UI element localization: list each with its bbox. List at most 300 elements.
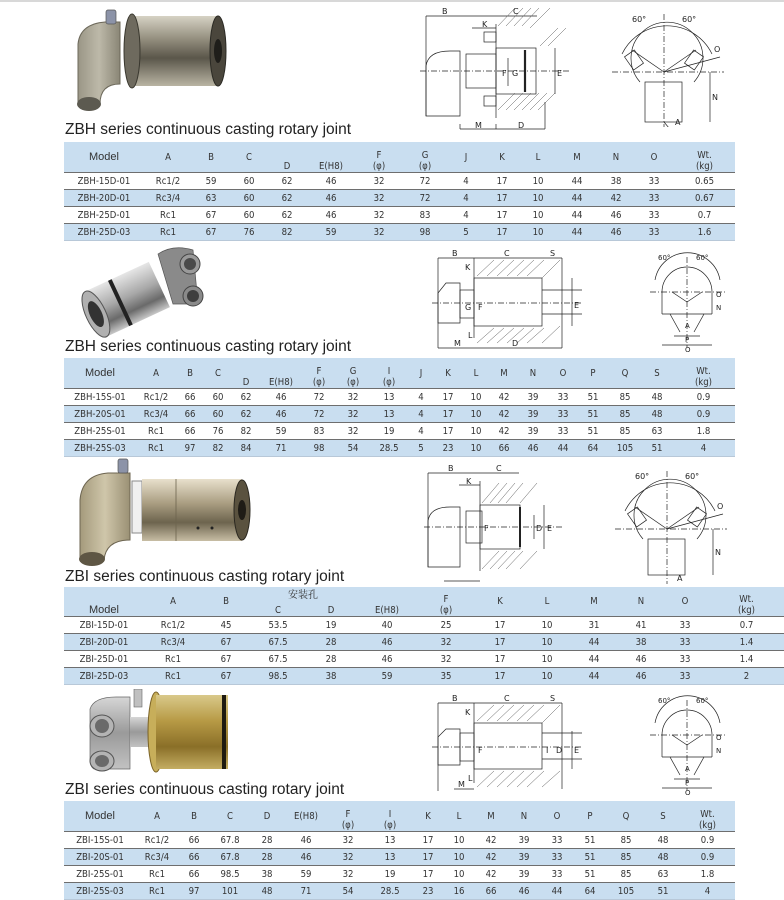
table-cell: 10 [526,668,568,685]
table-cell: 101 [210,883,250,900]
table-cell: 66 [178,832,210,849]
table-cell: 25 [418,617,474,634]
table-cell: 42 [490,406,518,423]
table-cell: 10 [520,173,556,190]
dim-label-k: K [482,20,488,29]
table-cell: 63 [192,190,230,207]
table-header-row [64,587,784,601]
table-cell: 48 [646,849,680,866]
col-header-wt: Wt. (kg) [680,801,735,832]
dim-label-c: C [496,464,502,473]
table-cell: 39 [508,866,540,883]
table-cell: 48 [250,883,284,900]
col-header-b: B [176,358,204,389]
table-cell: 44 [556,190,598,207]
table-cell: 10 [462,406,490,423]
table-cell: Rc3/4 [136,849,178,866]
table-cell: 51 [574,866,606,883]
table-cell: 28.5 [368,883,412,900]
table-cell: 33 [548,406,578,423]
col-header-s: S [642,358,672,389]
table-cell: 33 [540,849,574,866]
table-cell: Rc1 [144,651,202,668]
table-cell: 98.5 [210,866,250,883]
table-cell: 85 [606,849,646,866]
angle-label-right: 60° [696,697,709,705]
dim-label-o: O [717,502,724,511]
table-cell: 17 [474,634,526,651]
col-header-c: C [204,358,232,389]
table-cell: 46 [260,406,302,423]
table-cell: 63 [646,866,680,883]
table-cell: 59 [192,173,230,190]
dim-label-s: S [550,694,556,703]
table-cell: 44 [568,651,620,668]
table-cell: 97 [176,440,204,457]
dim-label-a: A [677,574,683,583]
table-cell: 10 [444,832,474,849]
table-cell: 71 [260,440,302,457]
table-cell: 59 [284,866,328,883]
dim-label-k: K [465,263,471,272]
table-cell: 42 [490,389,518,406]
table-cell: 44 [568,668,620,685]
table-cell: 66 [178,849,210,866]
col-header-g: G (φ) [402,142,448,173]
col-header-a: A [136,801,178,832]
table-cell: 32 [418,651,474,668]
col-header-m: M [474,801,508,832]
table-cell: 67.8 [210,832,250,849]
table-cell: 13 [368,849,412,866]
table-cell: 4 [448,207,484,224]
product-photo-zbi-d [76,455,251,567]
table-cell: 83 [302,423,336,440]
table-cell: 19 [306,617,356,634]
col-header-n: N [508,801,540,832]
table-cell: 71 [284,883,328,900]
table-cell: 51 [642,440,672,457]
table-cell: 33 [540,866,574,883]
table-cell: 39 [518,406,548,423]
table-cell: 33 [662,634,708,651]
dim-label-e: E [547,524,553,533]
table-cell: 38 [620,634,662,651]
product-photo-zbh-d [70,4,240,114]
table-row [64,406,735,423]
section-zbi-d [0,455,784,685]
product-photo-zbi-s [86,689,246,779]
table-cell: ZBH-15S-01 [64,389,136,406]
table-row [64,832,735,849]
table-cell: 51 [646,883,680,900]
col-header-d: D [232,358,260,389]
dim-label-m: M [454,339,461,348]
table-cell: 67 [202,651,250,668]
col-header-o: O [540,801,574,832]
table-cell: 85 [608,389,642,406]
table-cell: 0.9 [672,389,735,406]
table-cell: 82 [232,423,260,440]
table-cell: 51 [578,389,608,406]
table-cell: 85 [608,406,642,423]
col-header-wt: Wt. (kg) [672,358,735,389]
col-header-d: D [250,801,284,832]
section-zbh-s [0,240,784,455]
table-cell: 33 [548,389,578,406]
table-cell: 66 [176,423,204,440]
angle-label-right: 60° [685,472,700,481]
section-zbh-d [0,0,784,240]
table-cell: 76 [230,224,268,241]
table-cell: 39 [508,832,540,849]
dim-label-e: E [557,69,563,78]
table-row [64,440,735,457]
table-cell: 32 [418,634,474,651]
col-header-j: J [408,358,434,389]
col-header-k: K [474,587,526,617]
table-cell: 72 [402,190,448,207]
table-cell: 38 [306,668,356,685]
table-cell: 44 [556,224,598,241]
table-cell: 42 [474,832,508,849]
table-cell: 33 [634,173,674,190]
col-header-k: K [412,801,444,832]
table-cell: 46 [598,207,634,224]
table-cell: 0.7 [674,207,735,224]
col-header-c: C [250,601,306,617]
table-cell: 45 [202,617,250,634]
dim-label-d: D [536,524,543,533]
table-cell: ZBH-25S-03 [64,440,136,457]
table-cell: 60 [230,190,268,207]
table-cell: 97 [178,883,210,900]
col-header-e: E(H8) [356,587,418,617]
dim-label-m: M [458,780,465,789]
table-cell: 60 [204,389,232,406]
col-header-s: S [646,801,680,832]
table-cell: Rc1 [136,866,178,883]
dim-label-n: N [715,548,721,557]
table-cell: 60 [230,207,268,224]
dim-label-o: O [716,734,722,742]
table-cell: 0.9 [680,832,735,849]
table-cell: Rc1 [136,440,176,457]
table-cell: 62 [268,173,306,190]
table-cell: 17 [434,406,462,423]
table-cell: 17 [484,190,520,207]
table-cell: 66 [176,389,204,406]
dim-label-o: O [716,291,722,299]
table-row [64,207,735,224]
table-cell: 33 [662,651,708,668]
table-cell: 67 [202,668,250,685]
table-cell: 72 [302,389,336,406]
table-cell: ZBH-20S-01 [64,406,136,423]
dim-label-c: C [513,7,519,16]
table-cell: 28 [306,651,356,668]
table-row [64,866,735,883]
dim-label-e: E [574,746,580,755]
dimension-drawing-zbh-d-end [612,12,727,127]
table-cell: 64 [574,883,606,900]
table-cell: 51 [578,423,608,440]
table-cell: 23 [434,440,462,457]
table-cell: 98 [402,224,448,241]
table-cell: 0.9 [680,849,735,866]
table-cell: 46 [518,440,548,457]
col-header-a: A [136,358,176,389]
table-cell: 46 [306,207,356,224]
section-title: ZBH series continuous casting rotary joint [65,121,352,138]
col-header-b: B [178,801,210,832]
dim-label-d: D [518,121,525,130]
dimension-drawing-zbi-d-end [615,469,730,584]
table-cell: Rc1 [144,668,202,685]
dim-label-f: F [502,69,507,78]
table-cell: 62 [232,406,260,423]
angle-label-right: 60° [682,15,697,24]
table-cell: 44 [540,883,574,900]
col-header-n: N [598,142,634,173]
col-header-n: N [620,587,662,617]
col-header-l: L [462,358,490,389]
table-cell: 59 [306,224,356,241]
col-header-model: Model [64,801,136,832]
table-cell: 82 [204,440,232,457]
col-header-wt: Wt. (kg) [674,142,735,173]
dim-label-f: F [478,303,483,312]
table-cell: 10 [462,389,490,406]
table-cell: 51 [578,406,608,423]
table-cell: 60 [204,406,232,423]
spec-table-zbi-s [64,801,735,900]
table-cell: 17 [484,207,520,224]
table-cell: 46 [284,832,328,849]
table-cell: Rc3/4 [144,190,192,207]
table-cell: 10 [526,634,568,651]
dimension-drawing-zbh-s-side [432,248,582,350]
dim-label-b: B [452,694,458,703]
dimension-drawing-zbh-s-end [650,252,725,352]
table-header-row [64,801,735,832]
table-row [64,849,735,866]
table-cell: Rc1/2 [136,832,178,849]
table-cell: 32 [356,207,402,224]
table-cell: 67.5 [250,634,306,651]
table-cell: 28 [306,634,356,651]
table-cell: 17 [474,617,526,634]
table-cell: 0.65 [674,173,735,190]
table-cell: 10 [462,440,490,457]
dimension-drawing-zbi-s-end [650,695,725,795]
angle-label-right: 60° [696,254,709,262]
table-cell: 62 [268,207,306,224]
table-cell: 33 [662,617,708,634]
col-header-f: F (φ) [328,801,368,832]
table-cell: 85 [606,866,646,883]
table-cell: Rc3/4 [144,634,202,651]
dim-label-d: D [556,746,563,755]
table-cell: 60 [230,173,268,190]
table-cell: 2 [708,668,784,685]
table-cell: 4 [680,883,735,900]
col-header-q: Q [608,358,642,389]
table-cell: 17 [412,849,444,866]
table-cell: 83 [402,207,448,224]
table-cell: 28.5 [370,440,408,457]
table-cell: 32 [328,849,368,866]
dim-label-d: D [512,339,519,348]
table-cell: ZBH-15D-01 [64,173,144,190]
col-header-wt: Wt. (kg) [708,587,784,617]
table-cell: 67 [192,224,230,241]
dim-label-b: B [442,7,448,16]
table-row [64,651,784,668]
table-cell: 46 [284,849,328,866]
dim-label-a: A [675,118,681,127]
table-cell: 66 [178,866,210,883]
dim-label-a: A [685,765,690,773]
table-cell: 10 [462,423,490,440]
table-cell: 62 [232,389,260,406]
table-cell: ZBH-25D-01 [64,207,144,224]
table-cell: 17 [474,668,526,685]
table-cell: 13 [368,832,412,849]
dimension-drawing-zbi-s-side [432,693,582,793]
col-header-m: M [490,358,518,389]
table-cell: ZBI-25D-01 [64,651,144,668]
table-cell: 46 [598,224,634,241]
table-cell: 40 [356,617,418,634]
table-cell: 98.5 [250,668,306,685]
section-title: ZBI series continuous casting rotary joint [65,568,345,585]
col-header-b: B [202,587,250,617]
table-cell: 46 [306,173,356,190]
col-header-m: M [568,587,620,617]
spec-table-zbh-s [64,358,735,457]
table-cell: 67 [192,207,230,224]
col-header-l: L [520,142,556,173]
dim-label-a: A [685,322,690,330]
table-cell: 66 [490,440,518,457]
table-row [64,883,735,900]
angle-label-left: 60° [658,697,671,705]
table-cell: 53.5 [250,617,306,634]
table-cell: ZBI-15S-01 [64,832,136,849]
col-header-b: B [192,142,230,173]
col-header-m: M [556,142,598,173]
table-cell: 85 [606,832,646,849]
dim-label-m: M [475,121,482,130]
dim-label-b: B [448,464,454,473]
col-header-c: C [230,142,268,173]
dim-label-f: F [478,746,483,755]
table-row [64,389,735,406]
table-cell: 38 [598,173,634,190]
col-header-o: O [662,587,708,617]
table-cell: 10 [520,207,556,224]
table-cell: 13 [370,406,408,423]
col-header-o: O [634,142,674,173]
table-cell: 42 [474,866,508,883]
col-header-model: Model [64,142,144,173]
table-cell: 4 [408,406,434,423]
table-cell: 32 [336,389,370,406]
col-header-o: O [548,358,578,389]
table-cell: Rc3/4 [136,406,176,423]
table-cell: Rc1 [144,224,192,241]
table-cell: 16 [444,883,474,900]
dim-label-q: Q [685,346,691,352]
table-cell: 1.8 [680,866,735,883]
table-cell: 5 [448,224,484,241]
table-cell: 46 [356,651,418,668]
table-cell: 46 [260,389,302,406]
table-cell: Rc1/2 [144,617,202,634]
dim-label-e: E [574,301,580,310]
table-cell: 32 [336,406,370,423]
table-cell: 32 [328,866,368,883]
col-header-k: K [484,142,520,173]
table-cell: 33 [634,207,674,224]
table-cell: 46 [306,190,356,207]
col-header-i: I (φ) [370,358,408,389]
table-cell: 17 [484,173,520,190]
table-cell: 84 [232,440,260,457]
table-cell: 54 [336,440,370,457]
table-row [64,634,784,651]
dim-label-l: L [468,331,473,340]
table-cell: 72 [302,406,336,423]
col-header-f: F (φ) [418,587,474,617]
table-cell: 0.7 [708,617,784,634]
dim-label-s: S [550,249,556,258]
table-row [64,224,735,241]
table-cell: 10 [526,651,568,668]
dim-label-g: G [512,69,519,78]
table-cell: Rc1 [144,207,192,224]
table-cell: ZBI-25S-03 [64,883,136,900]
angle-label-left: 60° [658,254,671,262]
table-cell: 39 [508,849,540,866]
dim-label-f: F [484,524,489,533]
table-cell: 28 [250,832,284,849]
table-cell: 85 [608,423,642,440]
table-cell: 42 [474,849,508,866]
angle-label-left: 60° [632,15,647,24]
table-cell: 46 [620,668,662,685]
col-header-i: I (φ) [368,801,412,832]
dim-label-k: K [466,477,472,486]
table-cell: 4 [408,389,434,406]
table-cell: 44 [556,207,598,224]
dim-label-i: I [546,746,549,755]
table-cell: 1.4 [708,634,784,651]
angle-label-left: 60° [635,472,650,481]
table-header-row [64,142,735,173]
table-cell: 46 [356,634,418,651]
table-cell: 72 [402,173,448,190]
table-cell: 66 [474,883,508,900]
table-cell: Rc1/2 [136,389,176,406]
table-cell: 17 [434,423,462,440]
dimension-drawing-zbi-d-side [424,463,564,583]
dim-label-n: N [716,304,722,312]
table-cell: 17 [434,389,462,406]
dim-label-b: B [452,249,458,258]
table-cell: 105 [606,883,646,900]
